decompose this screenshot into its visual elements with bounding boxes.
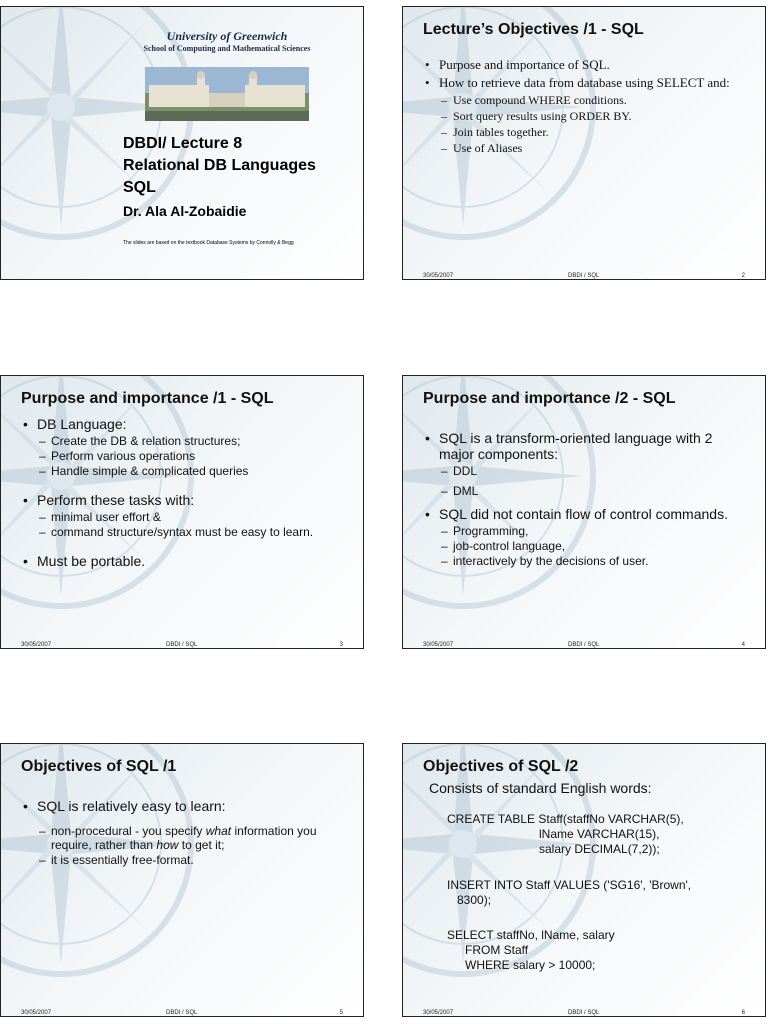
footer-course: DBDI / SQL (568, 642, 600, 648)
slide-4 (402, 375, 766, 649)
bullet: • Must be portable. (23, 553, 349, 569)
emphasis-what: what (205, 824, 232, 838)
sub-bullet: – DML (441, 484, 751, 498)
footer-course: DBDI / SQL (166, 642, 198, 648)
author-name: Dr. Ala Al-Zobaidie (123, 203, 247, 219)
emphasis-how: how (156, 838, 179, 852)
bullet: • Perform these tasks with: (23, 492, 349, 508)
code-line: FROM Staff (465, 943, 529, 957)
bullet: • DB Language: (23, 416, 349, 432)
page-number: 4 (741, 642, 745, 648)
lecture-title-line3: SQL (123, 179, 156, 196)
slide-3 (0, 375, 364, 649)
slide-content (23, 798, 349, 868)
university-building-photo (145, 67, 309, 121)
slide-title: Purpose and importance /2 - SQL (423, 390, 676, 407)
footer-date: 30/05/2007 (423, 273, 454, 279)
page-number: 5 (339, 1010, 343, 1016)
university-name: University of Greenwich (166, 29, 288, 43)
slide-content (23, 416, 349, 571)
code-line: WHERE salary > 10000; (465, 958, 596, 972)
slide-title: Objectives of SQL /1 (21, 758, 177, 775)
university-header (121, 29, 333, 53)
lecture-title (123, 133, 316, 199)
footer-date: 30/05/2007 (423, 1010, 454, 1016)
slide-title: Purpose and importance /1 - SQL (21, 390, 274, 407)
footer-course: DBDI / SQL (568, 273, 600, 279)
sql-create-example (447, 812, 751, 857)
bullet: • SQL is a transform-oriented language with 2 major components: (425, 430, 751, 462)
page-number: 2 (741, 273, 745, 279)
sub-bullet (39, 824, 349, 852)
bullet: • Purpose and importance of SQL. (425, 57, 751, 73)
slide-title: Objectives of SQL /2 (423, 758, 579, 775)
slide-5 (0, 743, 364, 1017)
sub-bullet: – Handle simple & complicated queries (39, 464, 349, 478)
code-line: SELECT staffNo, lName, salary (447, 928, 615, 942)
sub-bullet: – Create the DB & relation structures; (39, 434, 349, 448)
bullet: • How to retrieve data from database using SELECT and: (425, 75, 751, 91)
code-line: CREATE TABLE Staff(staffNo VARCHAR(5), (447, 812, 684, 826)
slide-2 (402, 6, 766, 280)
sub-bullet: – DDL (441, 464, 751, 478)
slide-6 (402, 743, 766, 1017)
slide-content (425, 57, 751, 157)
code-line: lName VARCHAR(15), (539, 827, 660, 841)
sub-bullet: – Perform various operations (39, 449, 349, 463)
sub-bullet-text: information you require, rather than (51, 824, 317, 852)
footer-course: DBDI / SQL (568, 1010, 600, 1016)
sub-bullet: – Programming, (441, 524, 751, 538)
sub-bullet: – Use compound WHERE conditions. (441, 93, 751, 108)
footer-date: 30/05/2007 (21, 642, 52, 648)
sub-bullet: – Sort query results using ORDER BY. (441, 109, 751, 124)
page-number: 6 (741, 1010, 745, 1016)
sub-bullet: – Join tables together. (441, 125, 751, 140)
slide-title: Lecture’s Objectives /1 - SQL (423, 21, 644, 38)
footer-date: 30/05/2007 (21, 1010, 52, 1016)
sub-bullet: – interactively by the decisions of user. (441, 554, 751, 568)
bullet: • SQL did not contain flow of control commands. (425, 506, 751, 522)
school-name: School of Computing and Mathematical Sciences (143, 44, 311, 53)
code-line: 8300); (457, 893, 492, 907)
sql-insert-example (447, 878, 751, 908)
lecture-title-line2: Relational DB Languages (123, 157, 316, 174)
sub-bullet-text: non-procedural - you specify (51, 824, 206, 838)
sql-select-example (447, 928, 751, 973)
bullet: • SQL is relatively easy to learn: (23, 798, 349, 814)
code-line: salary DECIMAL(7,2)); (539, 842, 660, 856)
lecture-title-line1: DBDI/ Lecture 8 (123, 135, 243, 152)
code-line: INSERT INTO Staff VALUES ('SG16', 'Brown', (447, 878, 692, 892)
sub-bullet: – minimal user effort & (39, 510, 349, 524)
sub-bullet: – Use of Aliases (441, 141, 751, 156)
sub-bullet-text: to get it; (178, 838, 225, 852)
slide-subtitle: Consists of standard English words: (429, 780, 652, 796)
slide-1 (0, 6, 364, 280)
sub-bullet: – job-control language, (441, 539, 751, 553)
footer-date: 30/05/2007 (423, 642, 454, 648)
textbook-note: The slides are based on the textbook Database Systems by Connolly & Begg (123, 240, 294, 246)
sub-bullet: – it is essentially free-format. (39, 853, 349, 867)
page-number: 3 (339, 642, 343, 648)
slide-content (425, 430, 751, 569)
sub-bullet: – command structure/syntax must be easy to learn. (39, 525, 349, 539)
footer-course: DBDI / SQL (166, 1010, 198, 1016)
